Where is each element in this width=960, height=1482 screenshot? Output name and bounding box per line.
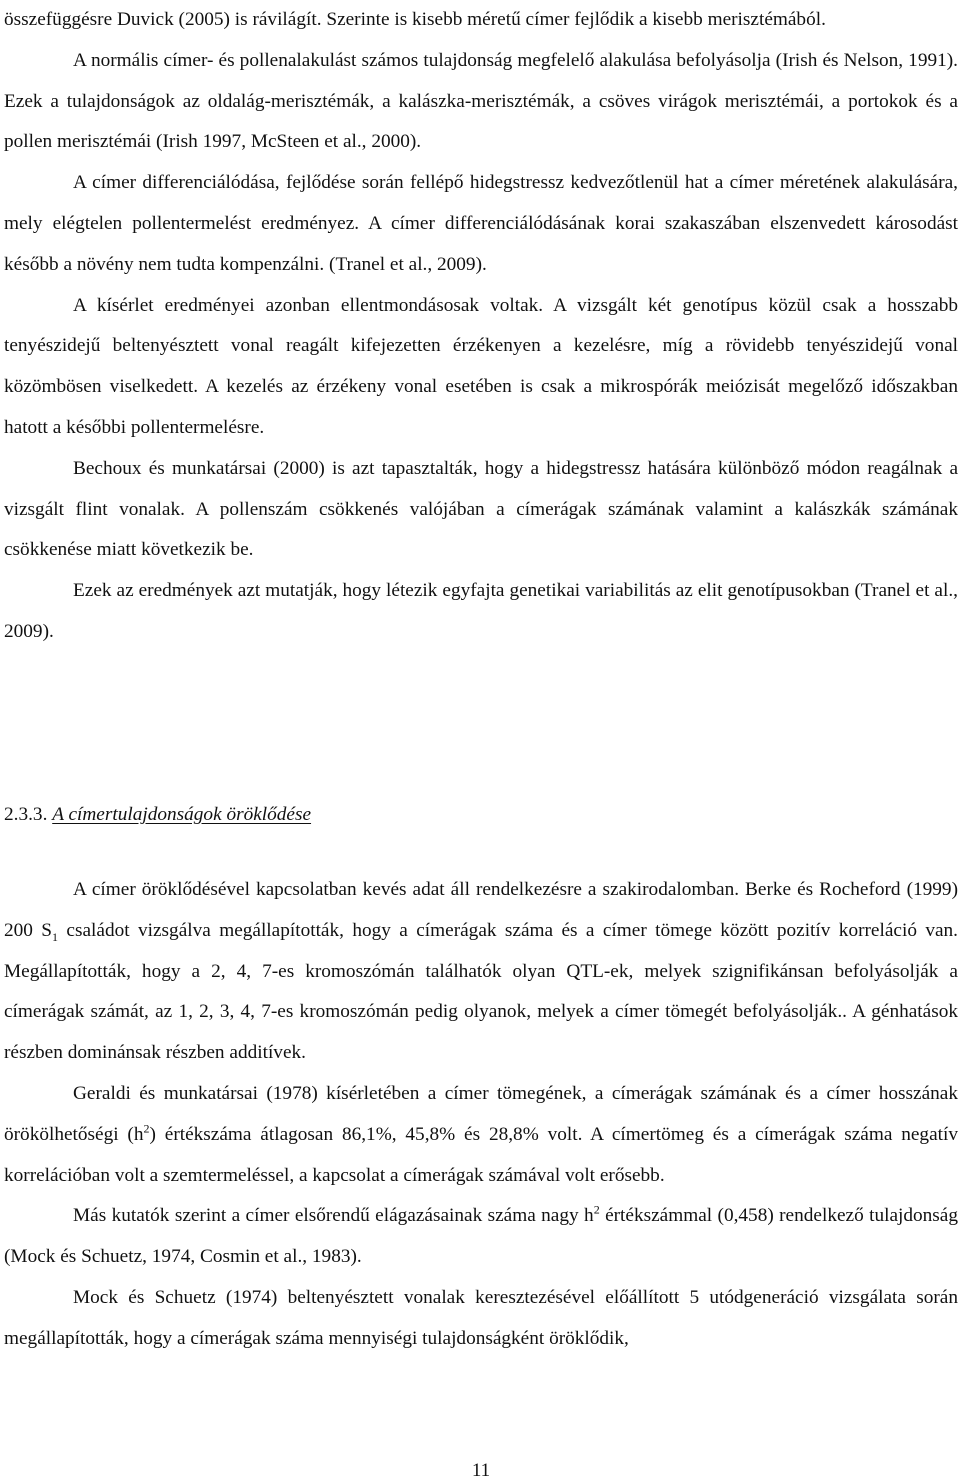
paragraph-other-researchers: Más kutatók szerint a címer elsőrendű elágazásainak száma nagy $h^2$ értékszámmal (0,458) rendelkező tulajdonság (Mock és Schuetz, 1974, Cosmin et al., 1983).	[4, 1202, 958, 1268]
paragraph-experiment-results: A kísérlet eredményei azonban ellentmondásosak voltak. A vizsgált két genotípus közül csak a hosszabb tenyészidejű beltenyésztett vonal reagált kifejezetten érzékenyen a kezelésre, míg a rövidebb tenyészidejű vonal közömbösen viselkedett. A kezelés az érzékeny vonal esetében is csak a mikrospórák meiózisát megelőző időszakban hatott a későbbi pollentermelésre.	[4, 294, 958, 438]
page-number: 11	[471, 1460, 491, 1481]
paragraph-block-1	[4, 0, 958, 653]
paragraph-geraldi: Geraldi és munkatársai (1978) kísérletében a címer tömegének, a címerágak számának és a címer hosszának örökölhetőségi $(h^2)$ értékszáma átlagosan 86,1%, 45,8% és 28,8% volt. A címertömeg és a címerágak száma negatív korrelációban volt a szemtermeléssel, a kapcsolat a címerágak számával volt erősebb.	[4, 1082, 958, 1186]
paragraph-inheritance: A címer öröklődésével kapcsolatban kevés adat áll rendelkezésre a szakirodalomban. Berke és Rocheford (1999) 200 $S_1$ családot vizsgálva megállapították, hogy a címerágak száma és a címer tömege között pozitív korreláció van. Megállapították, hogy a 2, 4, 7-es kromoszómán találhatók olyan QTL-ek, melyek szignifikánsan befolyásolják a címerágak számát, az 1, 2, 3, 4, 7-es kromoszómán pedig olyanok, melyek a címer tömegét befolyásolják.. A génhatások részben dominánsak részben additívek.	[4, 879, 959, 1064]
section-number: 2.3.3.	[4, 804, 48, 825]
paragraph-block-2	[4, 870, 958, 1360]
section-heading	[4, 800, 311, 830]
paragraph-genetic-variability: Ezek az eredmények azt mutatják, hogy létezik egyfajta genetikai variabilitás az elit genotípusokban (Tranel et al., 2009).	[4, 580, 958, 642]
paragraph-mock-schuetz: Mock és Schuetz (1974) beltenyésztett vonalak keresztezésével előállított 5 utódgeneráció vizsgálata során megállapították, hogy a címerágak száma mennyiségi tulajdonságként öröklődik,	[4, 1286, 958, 1349]
paragraph-tassel-formation: A normális címer- és pollenalakulást számos tulajdonság megfelelő alakulása befolyásolja (Irish és Nelson, 1991). Ezek a tulajdonságok az oldalág-merisztémák, a kalászka-merisztémák, a csöves virágok merisztémái, a portokok és a pollen merisztémái (Irish 1997, McSteen et al., 2000).	[4, 49, 958, 153]
paragraph-continuation: összefüggésre Duvick (2005) is rávilágít. Szerinte is kisebb méretű címer fejlődik a kisebb merisztémából.	[4, 9, 826, 30]
paragraph-cold-stress: A címer differenciálódása, fejlődése során fellépő hidegstressz kedvezőtlenül hat a címer méretének alakulására, mely elégtelen pollentermelést eredményez. A címer differenciálódásának korai szakaszában elszenvedett károsodást később a növény nem tudta kompenzálni. (Tranel et al., 2009).	[4, 172, 958, 275]
section-title: A címertulajdonságok öröklődése	[52, 804, 312, 825]
document-page	[4, 0, 958, 1482]
paragraph-bechoux: Bechoux és munkatársai (2000) is azt tapasztalták, hogy a hidegstressz hatására különböző módon reagálnak a vizsgált flint vonalak. A pollenszám csökkenés valójában a címerágak számának valamint a kalászkák számának csökkenése miatt következik be.	[4, 457, 958, 561]
